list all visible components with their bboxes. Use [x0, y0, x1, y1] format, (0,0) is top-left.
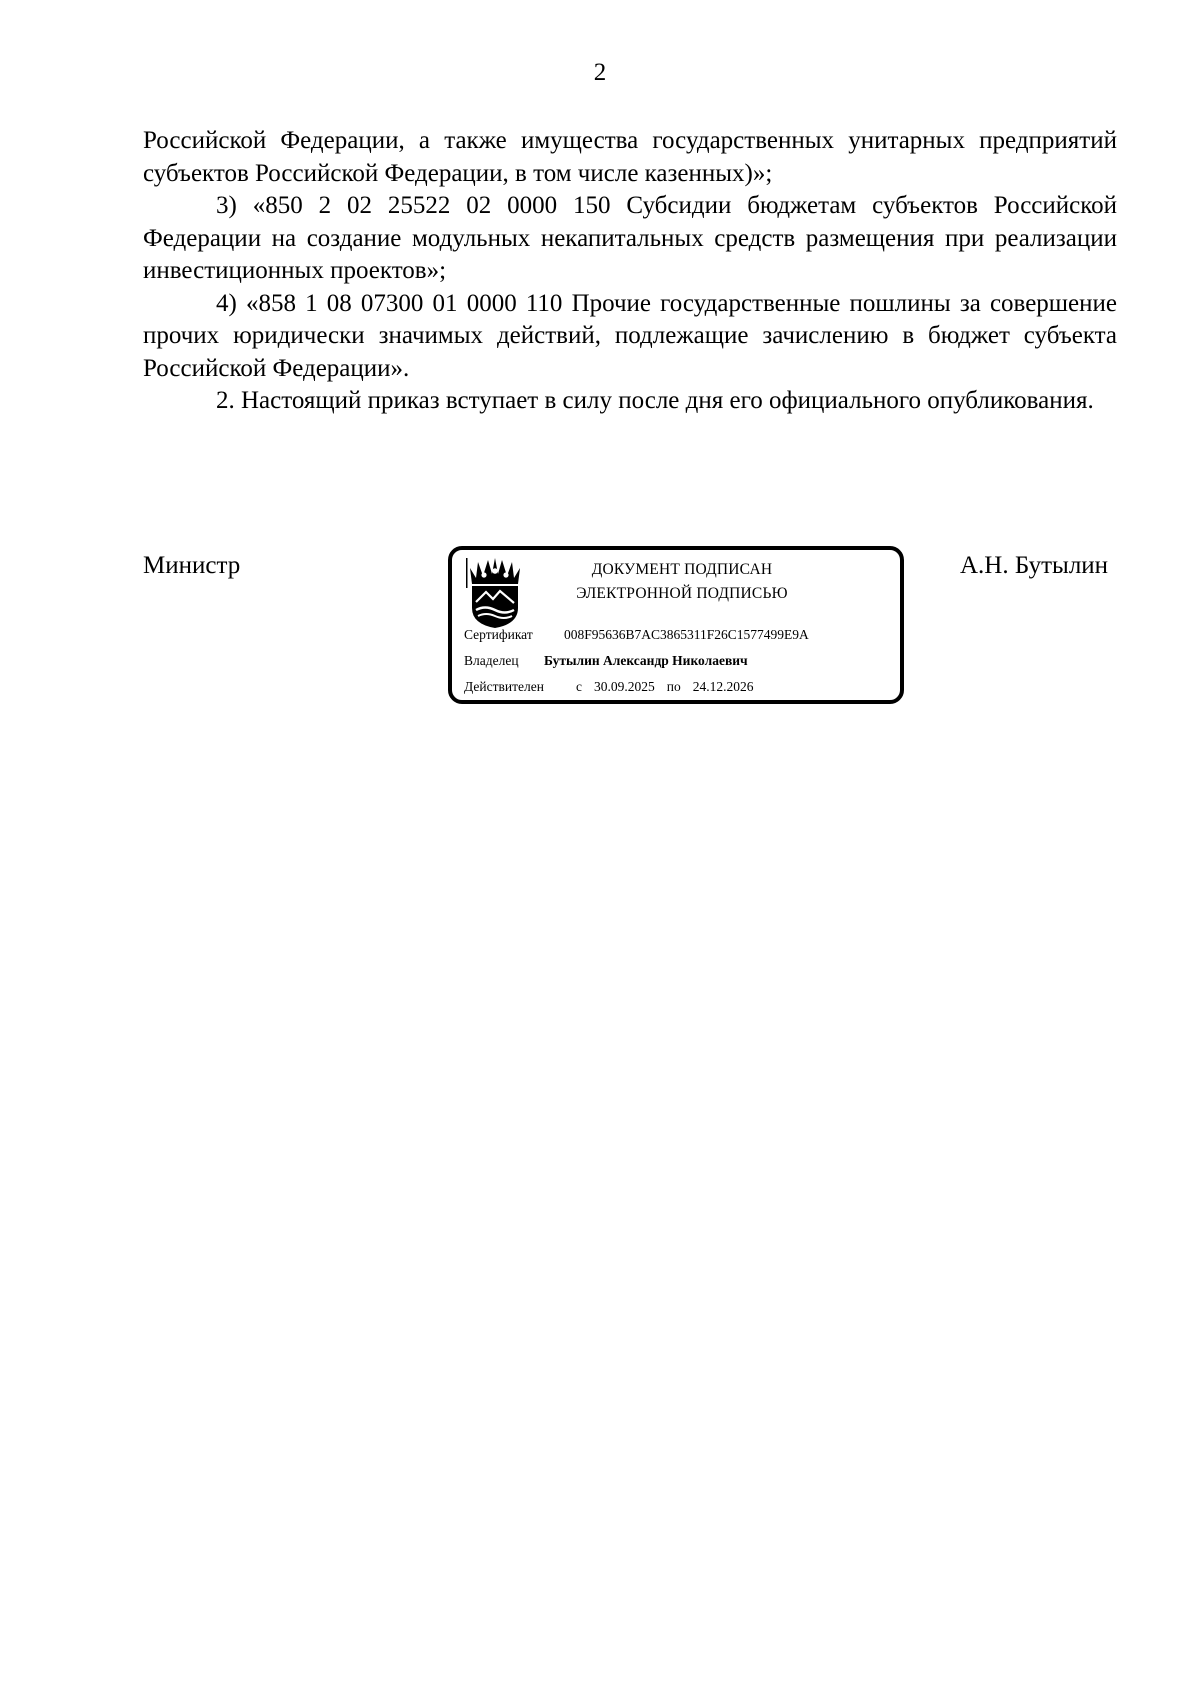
- electronic-signature-stamp: [448, 546, 904, 704]
- paragraph-continuation: Российской Федерации, а также имущества государственных унитарных предприятий субъектов Российской Федерации, в том числе казенных)»;: [143, 127, 1117, 187]
- stamp-certificate-row: [464, 626, 809, 644]
- owner-label: Владелец: [464, 653, 519, 668]
- valid-from-prefix: с: [576, 679, 582, 694]
- valid-to-prefix: по: [666, 679, 681, 694]
- paragraph-effective-date: 2. Настоящий приказ вступает в силу после дня его официального опубликования.: [216, 387, 1094, 414]
- signer-title: Министр: [143, 552, 241, 579]
- stamp-heading-line-1: ДОКУМЕНТ ПОДПИСАН: [591, 561, 773, 578]
- validity-label: Действителен: [464, 679, 544, 694]
- document-body: [143, 125, 1117, 418]
- paragraph-item-4: 4) «858 1 08 07300 01 0000 110 Прочие государственные пошлины за совершение прочих юридически значимых действий, подлежащие зачислению в бюджет субъекта Российской Федерации».: [143, 289, 1117, 382]
- stamp-validity-row: [464, 678, 753, 696]
- owner-value: Бутылин Александр Николаевич: [544, 653, 748, 668]
- certificate-value: 008F95636B7AC3865311F26C1577499E9A: [564, 627, 809, 642]
- valid-to-date: 24.12.2026: [692, 679, 754, 694]
- certificate-label: Сертификат: [464, 627, 533, 642]
- page-number: 2: [593, 59, 607, 86]
- valid-from-date: 30.09.2025: [594, 679, 655, 694]
- signer-name: А.Н. Бутылин: [960, 552, 1109, 579]
- paragraph-item-3: 3) «850 2 02 25522 02 0000 150 Субсидии бюджетам субъектов Российской Федерации на создание модульных некапитальных средств размещения при реализации инвестиционных проектов»;: [143, 192, 1117, 284]
- stamp-owner-row: [464, 652, 748, 670]
- coat-of-arms-icon: [466, 558, 524, 628]
- stamp-heading: [552, 558, 812, 606]
- stamp-heading-line-2: ЭЛЕКТРОННОЙ ПОДПИСЬЮ: [576, 585, 788, 602]
- signature-block: [0, 550, 1200, 720]
